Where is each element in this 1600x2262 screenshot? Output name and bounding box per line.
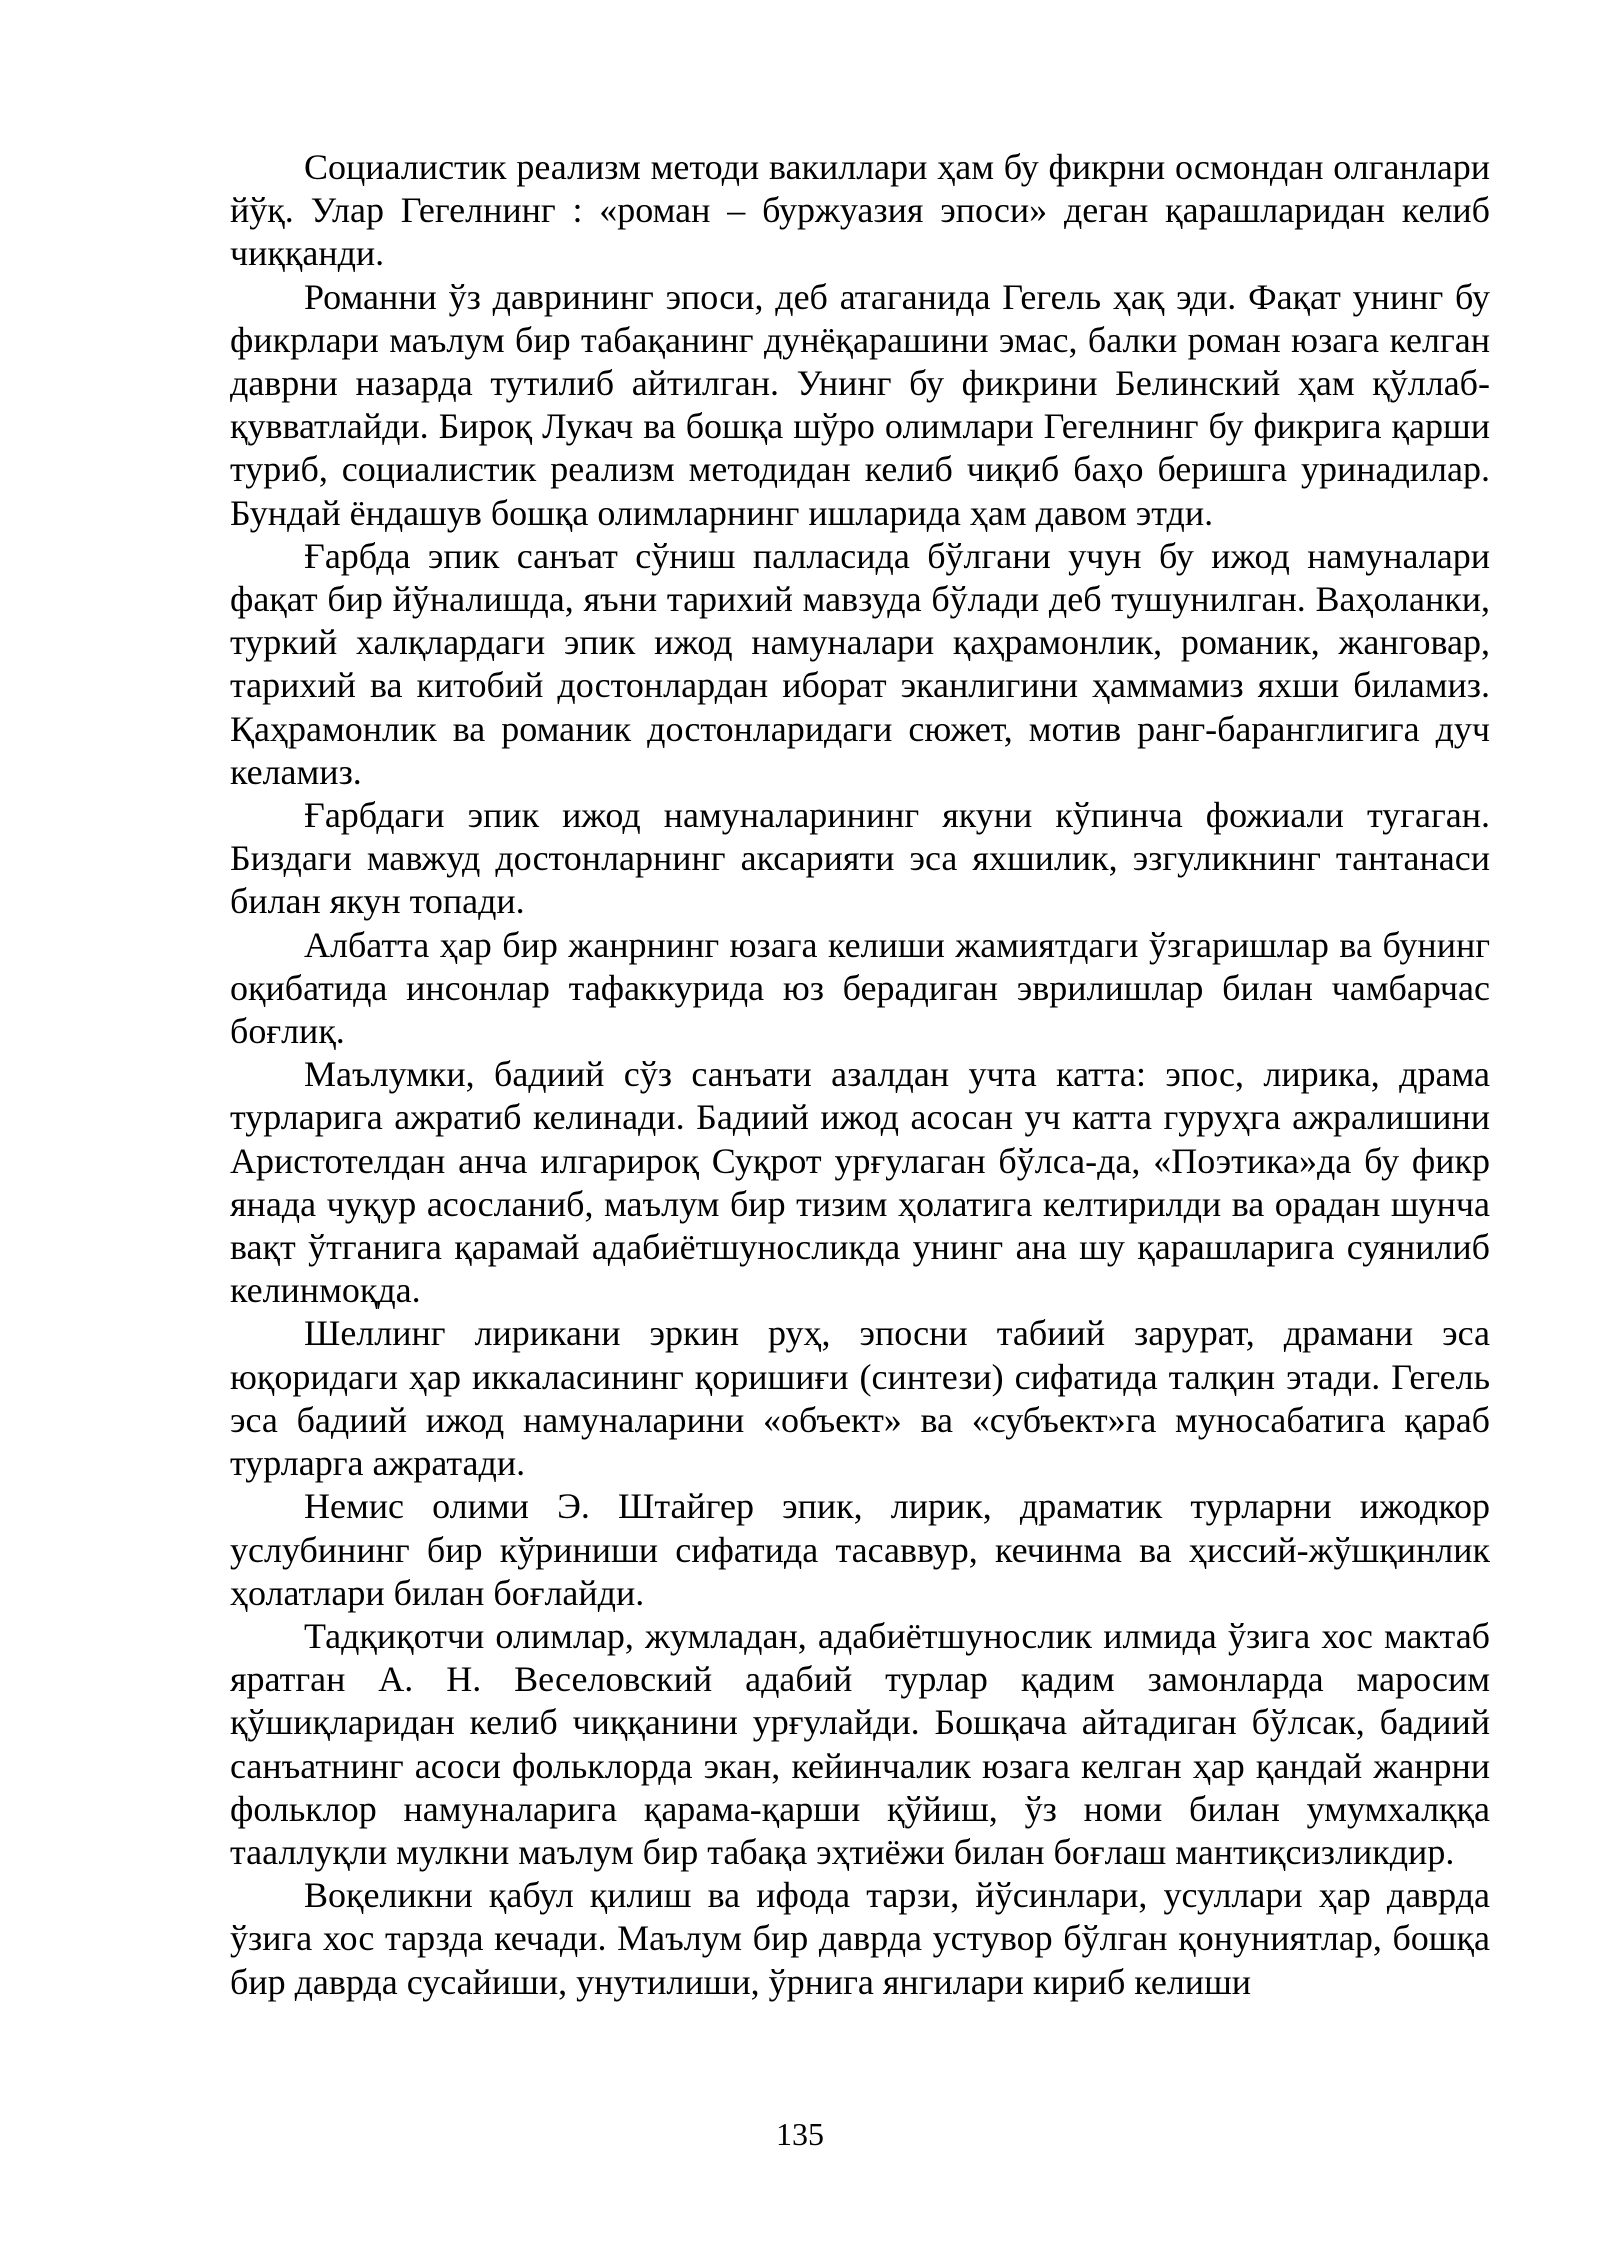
page-body xyxy=(230,146,1490,2004)
paragraph-6: Маълумки, бадиий сўз санъати азалдан учта катта: эпос, лирика, драма турларига ажратиб келинади. Бадиий ижод асосан уч катта гуруҳга ажралишини Аристотелдан анча илгарироқ Суқрот урғулаган бўлса-да, «Поэтика»да бу фикр янада чуқур асосланиб, маълум бир тизим ҳолатига келтирилди ва орадан шунча вақт ўтганига қарамай адабиётшуносликда унинг ана шу қарашларига суянилиб келинмоқда. xyxy=(230,1054,1490,1311)
paragraph-10: Воқеликни қабул қилиш ва ифода тарзи, йўсинлари, усуллари ҳар даврда ўзига хос тарзда кечади. Маълум бир даврда устувор бўлган қонуниятлар, бошқа бир даврда сусайиши, унутилиши, ўрнига янгилари кириб келиши xyxy=(230,1875,1490,2002)
page-number: 135 xyxy=(776,2116,824,2152)
paragraph-4: Ғарбдаги эпик ижод намуналарининг якуни кўпинча фожиали тугаган. Биздаги мавжуд достонларнинг аксарияти эса яхшилик, эзгуликнинг тантанаси билан якун топади. xyxy=(230,795,1490,922)
paragraph-5: Албатта ҳар бир жанрнинг юзага келиши жамиятдаги ўзгаришлар ва бунинг оқибатида инсонлар тафаккурида юз берадиган эврилишлар билан чамбарчас боғлиқ. xyxy=(230,924,1490,1052)
paragraph-7: Шеллинг лирикани эркин руҳ, эпосни табиий зарурат, драмани эса юқоридаги ҳар иккаласининг қоришиғи (синтези) сифатида талқин этади. Гегель эса бадиий ижод намуналарини «объект» ва «субъект»га муносабатига қараб турларга ажратади. xyxy=(230,1313,1490,1484)
paragraph-2: Романни ўз даврининг эпоси, деб атаганида Гегель ҳақ эди. Фақат унинг бу фикрлари маълум бир табақанинг дунёқарашини эмас, балки роман юзага келган даврни назарда тутилиб айтилган. Унинг бу фикрини Белинский ҳам қўллаб-қувватлайди. Бироқ Лукач ва бошқа шўро олимлари Гегелнинг бу фикрига қарши туриб, социалистик реализм методидан келиб чиқиб баҳо беришга уринадилар. Бундай ёндашув бошқа олимларнинг ишларида ҳам давом этди. xyxy=(230,276,1490,533)
paragraph-3: Ғарбда эпик санъат сўниш палласида бўлгани учун бу ижод намуналари фақат бир йўналишда, яъни тарихий мавзуда бўлади деб тушунилган. Ваҳоланки, туркий халқлардаги эпик ижод намуналари қаҳрамонлик, романик, жанговар, тарихий ва китобий достонлардан иборат эканлигини ҳаммамиз яхши биламиз. Қаҳрамонлик ва романик достонларидаги сюжет, мотив ранг-баранглигига дуч келамиз. xyxy=(230,535,1490,792)
paragraph-1: Социалистик реализм методи вакиллари ҳам бу фикрни осмондан олганлари йўқ. Улар Гегелнинг : «роман – буржуазия эпоси» деган қарашларидан келиб чиққанди. xyxy=(230,147,1490,274)
paragraph-9: Тадқиқотчи олимлар, жумладан, адабиётшунослик илмида ўзига хос мактаб яратган А. Н. Веселовский адабий турлар қадим замонларда маросим қўшиқларидан келиб чиққанини урғулайди. Бошқача айтадиган бўлсак, бадиий санъатнинг асоси фольклорда экан, кейинчалик юзага келган ҳар қандай жанрни фольклор намуналарига қарама-қарши қўйиш, ўз номи билан умумхалққа тааллуқли мулкни маълум бир табақа эҳтиёжи билан боғлаш мантиқсизликдир. xyxy=(230,1615,1490,1872)
paragraph-8: Немис олими Э. Штайгер эпик, лирик, драматик турларни ижодкор услубининг бир кўриниши сифатида тасаввур, кечинма ва ҳиссий-жўшқинлик ҳолатлари билан боғлайди. xyxy=(230,1486,1490,1613)
